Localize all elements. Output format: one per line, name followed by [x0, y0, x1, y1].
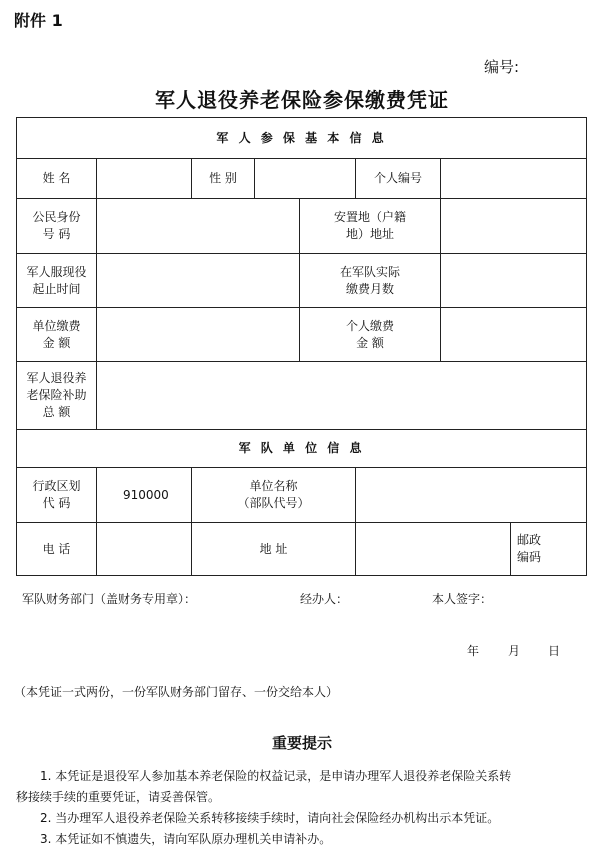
personal-no-value[interactable]: [441, 159, 587, 199]
subsidy-total-value[interactable]: [97, 362, 587, 430]
unit-name-value[interactable]: [356, 468, 587, 523]
gender-value[interactable]: [255, 159, 356, 199]
copies-note: （本凭证一式两份，一份军队财务部门留存、一份交给本人）: [14, 685, 339, 699]
postal-code-cell[interactable]: [511, 523, 587, 576]
finance-department-label: 军队财务部门（盖财务专用章）：: [22, 592, 197, 606]
id-number-label: 公民身份 号 码: [17, 199, 97, 254]
service-period-value[interactable]: [97, 254, 300, 308]
region-code-value[interactable]: 910000: [97, 468, 192, 523]
important-notice-list: [16, 766, 590, 850]
contribution-months-value[interactable]: [441, 254, 587, 308]
date-year-label: 年: [467, 644, 480, 658]
personal-contribution-label: 个人缴费 金 额: [300, 308, 441, 362]
service-period-label: 军人服现役 起止时间: [17, 254, 97, 308]
unit-contribution-label: 单位缴费 金 额: [17, 308, 97, 362]
address-label: 地 址: [192, 523, 356, 576]
subsidy-total-label: 军人退役养 老保险补助 总 额: [17, 362, 97, 430]
name-value[interactable]: [97, 159, 192, 199]
attachment-label: 附件 1: [14, 11, 63, 30]
address-value[interactable]: [356, 523, 511, 576]
contribution-months-label: 在军队实际 缴费月数: [300, 254, 441, 308]
personal-contribution-value[interactable]: [441, 308, 587, 362]
notice-item-2: 2. 当办理军人退役养老保险关系转移接续手续时，请向社会保险经办机构出示本凭证。: [40, 811, 500, 825]
serial-number-label: 编号:: [484, 58, 520, 76]
phone-value[interactable]: [97, 523, 192, 576]
personal-no-label: 个人编号: [356, 159, 441, 199]
gender-label: 性 别: [192, 159, 255, 199]
region-code-label: 行政区划 代 码: [17, 468, 97, 523]
notice-item-1: 1. 本凭证是退役军人参加基本养老保险的权益记录，是申请办理军人退役养老保险关系转 移接续手续的重要凭证，请妥善保管。: [16, 769, 512, 804]
section-personal-info-title: 军 人 参 保 基 本 信 息: [17, 118, 587, 159]
postal-code-label: 邮政 编码: [517, 533, 542, 564]
signature-label: 本人签字：: [432, 592, 493, 606]
id-number-value[interactable]: [97, 199, 300, 254]
date-day-label: 日: [548, 644, 561, 658]
important-notice-title: 重要提示: [271, 734, 332, 752]
phone-label: 电 话: [17, 523, 97, 576]
resettlement-address-label: 安置地（户籍 地）地址: [300, 199, 441, 254]
section-unit-info-title: 军 队 单 位 信 息: [17, 430, 587, 468]
name-label: 姓 名: [17, 159, 97, 199]
unit-contribution-value[interactable]: [97, 308, 300, 362]
handler-label: 经办人：: [300, 592, 349, 606]
notice-item-3: 3. 本凭证如不慎遗失，请向军队原办理机关申请补办。: [40, 832, 332, 846]
page-title: 军人退役养老保险参保缴费凭证: [155, 88, 449, 112]
voucher-form-table: [16, 117, 587, 576]
date-month-label: 月: [508, 644, 521, 658]
resettlement-address-value[interactable]: [441, 199, 587, 254]
unit-name-label: 单位名称 （部队代号）: [192, 468, 356, 523]
